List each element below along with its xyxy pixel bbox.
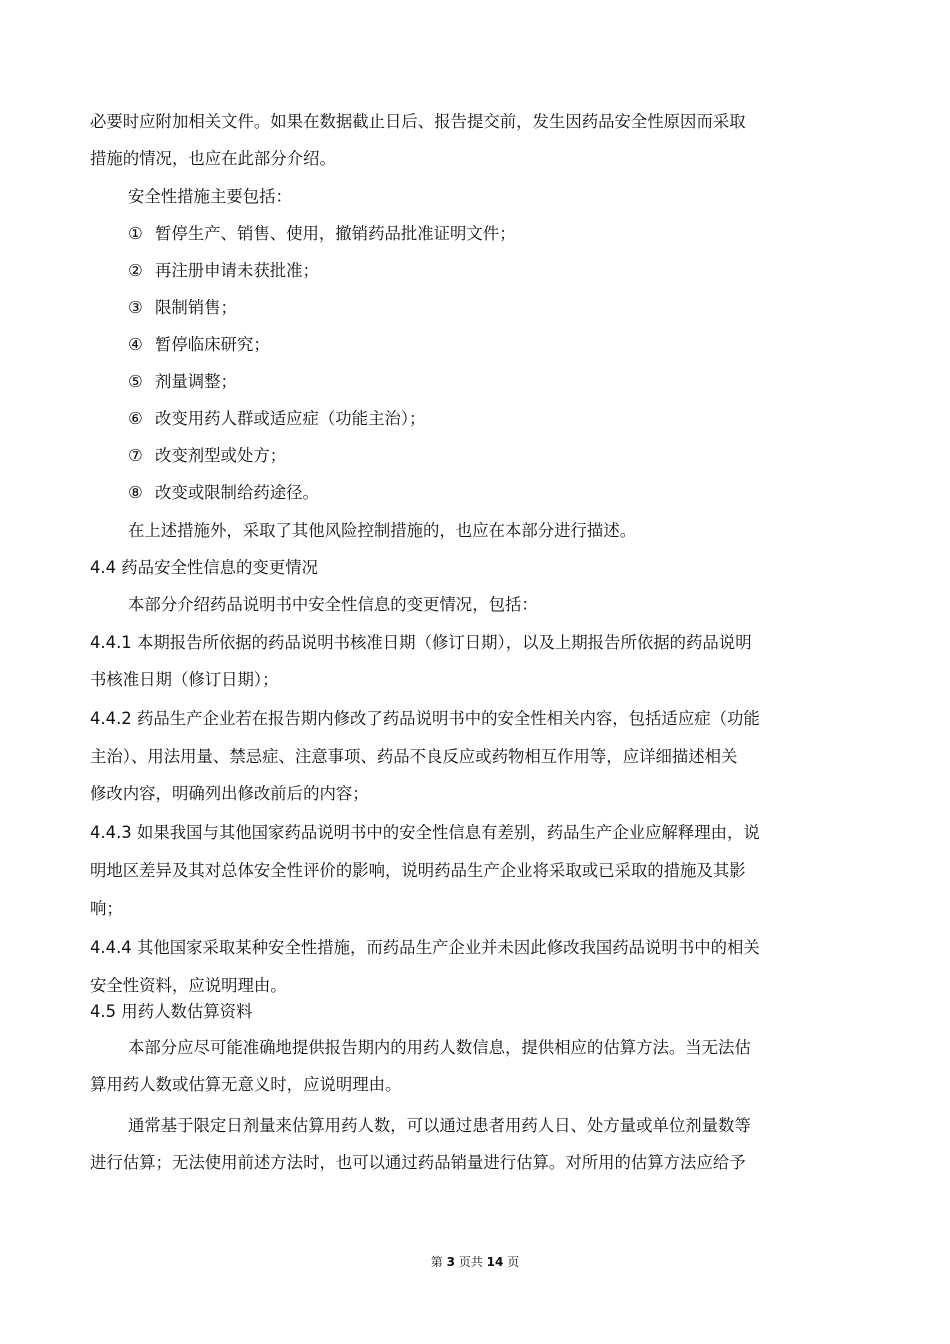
list-number: ⑧: [128, 483, 143, 502]
list-item-text: 再注册申请未获批准；: [155, 261, 319, 280]
paragraph-line: 主治）、用法用量、禁忌症、注意事项、药品不良反应或药物相互作用等，应详细描述相关: [90, 747, 738, 766]
paragraph-line: 安全性资料，应说明理由。: [90, 976, 287, 995]
list-item: [128, 297, 237, 319]
measures-outro: 在上述措施外，采取了其他风险控制措施的，也应在本部分进行描述。: [128, 521, 637, 540]
list-item: [128, 482, 319, 504]
subsection-number: 4.4.1: [90, 633, 132, 652]
list-item: [128, 408, 425, 430]
paragraph-line: 通常基于限定日剂量来估算用药人数，可以通过患者用药人日、处方量或单位剂量数等: [128, 1116, 751, 1135]
list-item-text: 暂停生产、销售、使用，撤销药品批准证明文件；: [155, 224, 516, 243]
section-heading-4-5: [90, 1001, 252, 1023]
list-number: ⑤: [128, 372, 143, 391]
list-number: ②: [128, 261, 143, 280]
subsection-number: 4.4.3: [90, 823, 132, 842]
section-intro: 本部分介绍药品说明书中安全性信息的变更情况，包括：: [128, 595, 538, 614]
list-item-text: 剂量调整；: [155, 372, 237, 391]
paragraph-line: 算用药人数或估算无意义时，应说明理由。: [90, 1075, 402, 1094]
list-number: ③: [128, 298, 143, 317]
section-title: 用药人数估算资料: [121, 1002, 253, 1021]
subsection-4-4-2: [90, 708, 760, 730]
list-number: ⑥: [128, 409, 143, 428]
paragraph-line: 本部分应尽可能准确地提供报告期内的用药人数信息，提供相应的估算方法。当无法估: [128, 1038, 751, 1057]
subsection-4-4-3: [90, 822, 760, 844]
list-item-text: 限制销售；: [155, 298, 237, 317]
paragraph-line: 必要时应附加相关文件。如果在数据截止日后、报告提交前，发生因药品安全性原因而采取: [90, 112, 746, 131]
paragraph-line: 药品生产企业若在报告期内修改了药品说明书中的安全性相关内容，包括适应症（功能: [136, 709, 760, 728]
subsection-number: 4.4.2: [90, 709, 132, 728]
total-pages: 14: [486, 1255, 504, 1269]
paragraph-line: 措施的情况，也应在此部分介绍。: [90, 149, 336, 168]
list-item-text: 改变或限制给药途径。: [155, 483, 319, 502]
section-number: 4.5: [90, 1002, 117, 1021]
list-number: ①: [128, 224, 143, 243]
paragraph-line: 书核准日期（修订日期）；: [90, 670, 279, 689]
list-item: [128, 223, 516, 245]
section-title: 药品安全性信息的变更情况: [121, 558, 318, 577]
paragraph-line: 修改内容，明确列出修改前后的内容；: [90, 784, 369, 803]
paragraph-line: 响；: [90, 899, 123, 918]
list-item-text: 改变剂型或处方；: [155, 446, 287, 465]
list-item: [128, 445, 286, 467]
subsection-4-4-4: [90, 937, 760, 959]
page-footer: [0, 1254, 950, 1270]
list-number: ⑦: [128, 446, 143, 465]
paragraph-line: 本期报告所依据的药品说明书核准日期（修订日期），以及上期报告所依据的药品说明: [136, 633, 752, 652]
paragraph-line: 如果我国与其他国家药品说明书中的安全性信息有差别，药品生产企业应解释理由，说: [136, 823, 760, 842]
paragraph-line: 其他国家采取某种安全性措施，而药品生产企业并未因此修改我国药品说明书中的相关: [136, 938, 760, 957]
subsection-4-4-1: [90, 632, 752, 654]
subsection-number: 4.4.4: [90, 938, 132, 957]
list-item: [128, 371, 237, 393]
footer-prefix: 第: [430, 1255, 443, 1269]
section-heading-4-4: [90, 557, 318, 579]
footer-suffix: 页: [507, 1255, 520, 1269]
page-number: 3: [446, 1255, 455, 1269]
list-item: [128, 334, 270, 356]
list-item-text: 改变用药人群或适应症（功能主治）；: [155, 409, 426, 428]
paragraph-line: 进行估算；无法使用前述方法时，也可以通过药品销量进行估算。对所用的估算方法应给予: [90, 1153, 746, 1172]
measures-intro: 安全性措施主要包括：: [128, 187, 292, 206]
footer-middle: 页共: [458, 1255, 483, 1269]
paragraph-line: 明地区差异及其对总体安全性评价的影响，说明药品生产企业将采取或已采取的措施及其影: [90, 861, 746, 880]
list-item-text: 暂停临床研究；: [155, 335, 270, 354]
list-item: [128, 260, 319, 282]
list-number: ④: [128, 335, 143, 354]
section-number: 4.4: [90, 558, 117, 577]
